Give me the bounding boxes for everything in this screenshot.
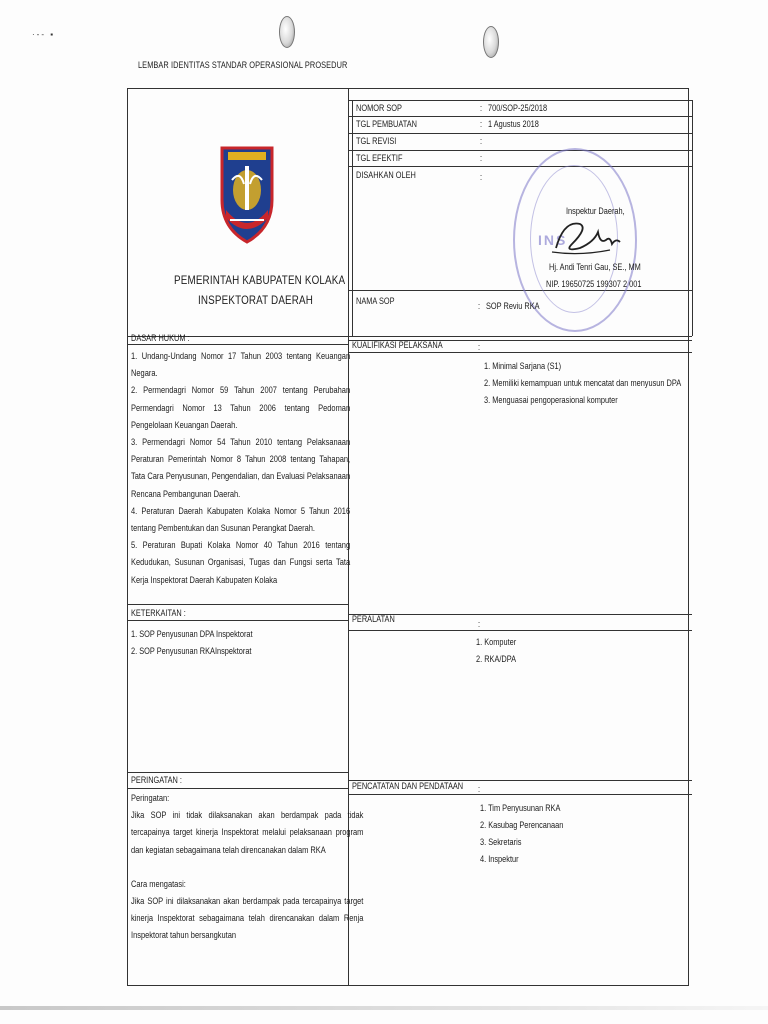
colon: : — [480, 103, 483, 113]
section-line — [348, 614, 692, 615]
colon: : — [478, 301, 481, 311]
list-item: 3. Sekretaris — [480, 837, 522, 847]
list-item: 2. Permendagri Nomor 59 Tahun 2007 tentang Perubahan Permendagri Nomor 13 Tahun 2006 tentang Pedoman Pengelolaan Keuangan Daerah. — [131, 385, 351, 430]
section-line — [348, 630, 692, 631]
keterkaitan-label: KETERKAITAN : — [131, 608, 186, 618]
colon: : — [480, 136, 483, 146]
list-item: 2. Kasubag Perencanaan — [480, 820, 564, 830]
org-name-line1: PEMERINTAH KABUPATEN KOLAKA — [174, 273, 346, 287]
org-name-line2: INSPEKTORAT DAERAH — [198, 293, 314, 307]
section-line — [127, 772, 348, 773]
peralatan-label: PERALATAN — [352, 614, 395, 624]
colon: : — [478, 342, 481, 352]
section-line — [127, 344, 348, 345]
list-item: 2. RKA/DPA — [476, 654, 517, 664]
list-item: 1. SOP Penyusunan DPA Inspektorat — [131, 629, 253, 639]
list-item: 1. Undang-Undang Nomor 17 Tahun 2003 tentang Keuangan Negara. — [131, 351, 351, 379]
document-title: LEMBAR IDENTITAS STANDAR OPERASIONAL PROSEDUR — [138, 60, 348, 70]
colon: : — [480, 172, 483, 182]
list-item: 1. Komputer — [476, 637, 517, 647]
list-item: 1. Tim Penyusunan RKA — [480, 803, 561, 813]
section-line — [348, 352, 692, 353]
nomor-sop-label: NOMOR SOP — [356, 103, 402, 113]
nama-sop-label: NAMA SOP — [356, 296, 395, 306]
punch-hole-right — [483, 26, 499, 58]
section-line — [127, 620, 348, 621]
list-item: 4. Peraturan Daerah Kabupaten Kolaka Nomor 5 Tahun 2016 tentang Pembentukan dan Susunan Perangkat Daerah. — [131, 505, 351, 534]
list-item: 5. Peraturan Bupati Kolaka Nomor 40 Tahun 2016 tentang Kedudukan, Susunan Organisasi, Tugas dan Fungsi serta Tata Kerja Inspektorat Daerah Kabupaten Kolaka — [131, 540, 351, 585]
nomor-sop-value: 700/SOP-25/2018 — [488, 103, 548, 113]
scan-edge-shadow — [0, 1006, 768, 1010]
tgl-revisi-label: TGL REVISI — [356, 136, 397, 146]
dasar-hukum-label: DASAR HUKUM : — [131, 333, 190, 343]
meta-row-line — [348, 100, 692, 101]
section-line — [127, 788, 348, 789]
disahkan-label: DISAHKAN OLEH — [356, 170, 416, 180]
stamp-mark: INS — [538, 232, 568, 248]
regency-emblem-icon — [218, 140, 276, 244]
meta-row-line — [348, 133, 692, 134]
signatory-nip: NIP. 19650725 199307 2 001 — [546, 279, 642, 289]
tgl-pembuatan-value: 1 Agustus 2018 — [488, 119, 539, 129]
section-line — [348, 794, 692, 795]
scan-specks: ·-- ▪ — [32, 30, 56, 39]
list-item: 2. Memiliki kemampuan untuk mencatat dan menyusun DPA — [484, 378, 682, 388]
punch-hole-left — [279, 16, 295, 48]
list-item: 3. Menguasai pengoperasional komputer — [484, 395, 618, 405]
nama-sop-value: SOP Reviu RKA — [486, 301, 540, 311]
list-item: 4. Inspektur — [480, 854, 519, 864]
meta-row-line — [348, 290, 692, 291]
section-line — [127, 604, 348, 605]
colon: : — [480, 153, 483, 163]
pencatatan-label: PENCATATAN DAN PENDATAAN — [352, 781, 464, 791]
kualifikasi-label: KUALIFIKASI PELAKSANA — [352, 340, 443, 350]
cara-mengatasi-text: Jika SOP ini dilaksanakan akan berdampak pada tercapainya target kinerja Inspektorat sebagaimana telah direncanakan dalam Renja Inspektorat tahun bersangkutan — [131, 896, 364, 941]
kualifikasi-list — [484, 358, 681, 409]
list-item: 2. SOP Penyusunan RKAInspektorat — [131, 646, 252, 656]
peringatan-label: PERINGATAN : — [131, 775, 182, 785]
peringatan-subheading: Peringatan: — [131, 793, 170, 803]
signatory-title: Inspektur Daerah, — [566, 206, 625, 216]
tgl-pembuatan-label: TGL PEMBUATAN — [356, 119, 417, 129]
meta-right-border — [692, 100, 693, 336]
peringatan-text: Jika SOP ini tidak dilaksanakan akan berdampak pada tidak tercapainya target kinerja Inspektorat melalui pelaksanaan program dan kegiatan sebagaimana telah direncanakan dalam RKA — [131, 810, 364, 855]
list-item: 3. Permendagri Nomor 54 Tahun 2010 tentang Pelaksanaan Peraturan Pemerintah Nomor 8 Tahun 2008 tentang Tahapan, Tata Cara Penyusunan, Pengendalian, dan Evaluasi Pelaksanaan Rencana Pembangunan Daerah. — [131, 437, 351, 499]
peringatan-section — [131, 790, 363, 945]
colon: : — [478, 619, 481, 629]
meta-label-divider — [352, 100, 353, 336]
handwritten-signature-icon — [550, 214, 630, 260]
cara-mengatasi-subheading: Cara mengatasi: — [131, 878, 186, 889]
colon: : — [478, 784, 481, 794]
dasar-hukum-list — [131, 348, 350, 589]
keterkaitan-list — [131, 626, 253, 660]
signatory-name: Hj. Andi Tenri Gau, SE., MM — [549, 262, 641, 272]
colon: : — [480, 119, 483, 129]
tgl-efektif-label: TGL EFEKTIF — [356, 153, 403, 163]
meta-row-line — [348, 166, 692, 167]
pencatatan-list — [480, 800, 563, 868]
section-line — [127, 336, 692, 337]
meta-row-line — [348, 150, 692, 151]
list-item: 1. Minimal Sarjana (S1) — [484, 361, 562, 371]
meta-row-line — [348, 116, 692, 117]
peralatan-list — [476, 634, 516, 668]
